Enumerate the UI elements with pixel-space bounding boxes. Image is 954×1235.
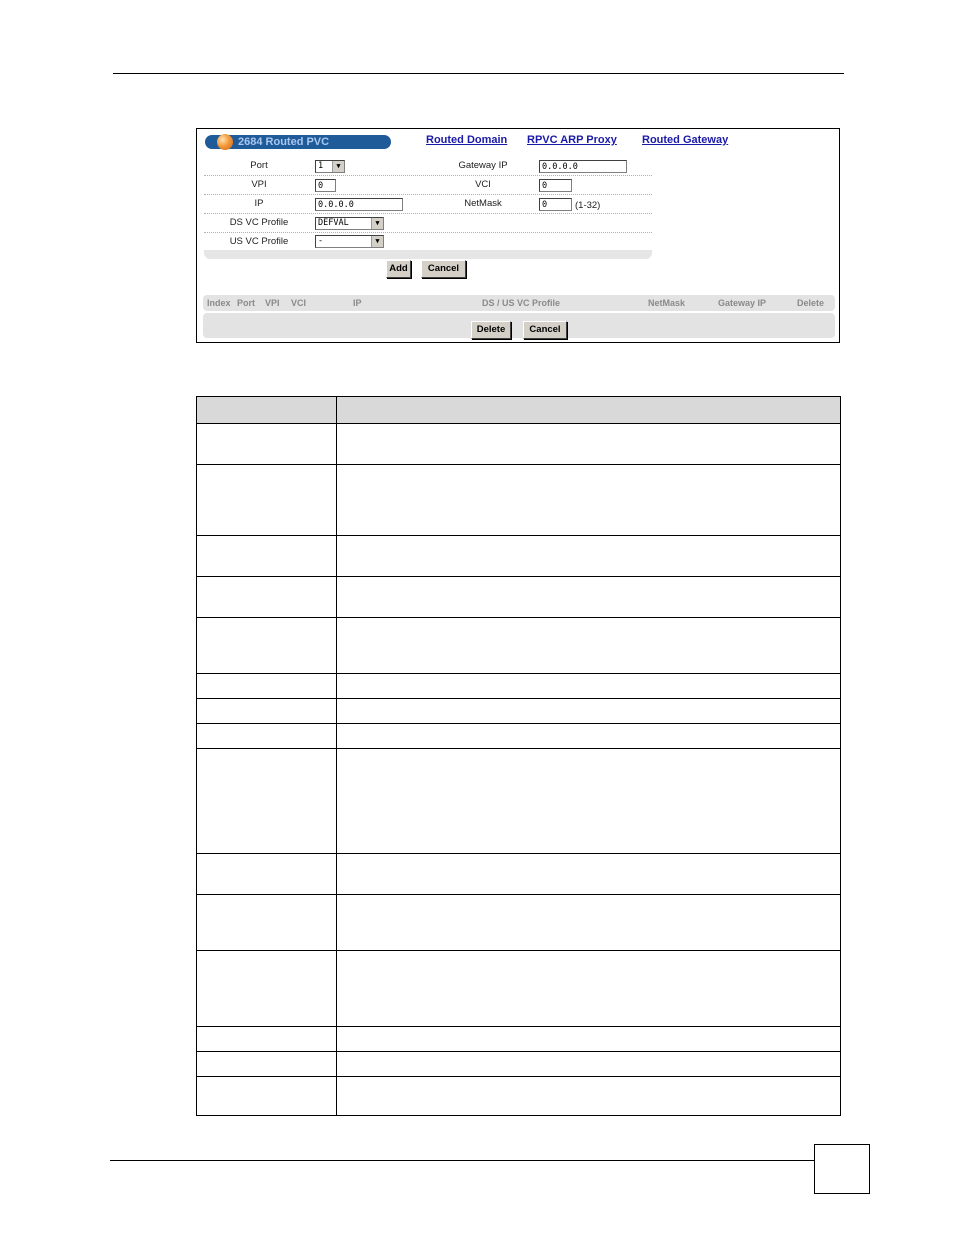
form-row-vpi (204, 176, 652, 195)
table-row (197, 618, 841, 674)
rpvc-arp-proxy-link[interactable]: RPVC ARP Proxy (527, 134, 617, 146)
list-cancel-button[interactable]: Cancel (523, 321, 567, 339)
port-value: 1 (318, 161, 324, 171)
us-profile-select[interactable] (315, 235, 384, 248)
table-row (197, 1052, 841, 1077)
ds-profile-select[interactable] (315, 217, 384, 230)
vpi-label: VPI (251, 179, 267, 190)
col-gateway-ip: Gateway IP (718, 298, 767, 308)
table-row (197, 854, 841, 895)
netmask-input[interactable]: 0 (539, 198, 572, 211)
col-profile: DS / US VC Profile (482, 298, 561, 308)
ds-profile-value: DEFVAL (318, 218, 349, 228)
table-row (197, 536, 841, 577)
table-row (197, 1077, 841, 1116)
netmask-label: NetMask (464, 198, 502, 209)
form-row-us-profile (204, 233, 652, 251)
table-row (197, 674, 841, 699)
netmask-hint: (1-32) (575, 200, 601, 211)
col-vpi: VPI (265, 298, 280, 308)
chevron-down-icon: ▼ (332, 161, 344, 172)
form-row-ip (204, 195, 652, 214)
vpi-input[interactable]: 0 (315, 179, 336, 192)
routed-gateway-link[interactable]: Routed Gateway (642, 134, 729, 146)
col-index: Index (207, 298, 231, 308)
table-row (197, 951, 841, 1027)
gateway-ip-input[interactable]: 0.0.0.0 (539, 160, 627, 173)
vci-input[interactable]: 0 (539, 179, 572, 192)
table-row (197, 424, 841, 465)
field-description-table (196, 396, 841, 1116)
ip-label: IP (254, 198, 264, 209)
table-row (197, 1027, 841, 1052)
header-rule (113, 73, 844, 74)
footer-rule (110, 1160, 814, 1161)
screen-title: 2684 Routed PVC (238, 136, 330, 148)
table-row (197, 577, 841, 618)
page-number-box (814, 1144, 870, 1194)
pvc-list-footer (203, 313, 835, 338)
table-row (197, 895, 841, 951)
chevron-down-icon: ▼ (371, 236, 383, 247)
table-row (197, 699, 841, 724)
table-header-row (197, 397, 841, 424)
col-ip: IP (353, 298, 362, 308)
col-delete: Delete (797, 298, 825, 308)
form-row-port (204, 157, 652, 176)
col-netmask: NetMask (648, 298, 686, 308)
table-row (197, 465, 841, 536)
form-bottom-bar (204, 250, 652, 259)
form-row-ds-profile (204, 214, 652, 233)
screen-title-bar (205, 135, 391, 149)
col-port: Port (237, 298, 255, 308)
us-profile-value: - (318, 236, 324, 246)
delete-button[interactable]: Delete (471, 321, 511, 339)
routed-domain-link[interactable]: Routed Domain (426, 134, 508, 146)
orange-ball-icon (217, 134, 233, 150)
col-vci: VCI (291, 298, 307, 308)
pvc-list-header (203, 295, 835, 311)
routed-pvc-screen (196, 128, 840, 343)
add-button[interactable]: Add (386, 260, 411, 278)
gateway-ip-label: Gateway IP (458, 160, 508, 171)
port-label: Port (250, 160, 268, 171)
chevron-down-icon: ▼ (371, 218, 383, 229)
pvc-form (204, 157, 652, 259)
port-select[interactable] (315, 160, 345, 173)
table-row (197, 749, 841, 854)
us-profile-label: US VC Profile (229, 236, 289, 247)
cancel-button[interactable]: Cancel (421, 260, 466, 278)
table-row (197, 724, 841, 749)
ds-profile-label: DS VC Profile (229, 217, 289, 228)
ip-input[interactable]: 0.0.0.0 (315, 198, 403, 211)
vci-label: VCI (475, 179, 491, 190)
